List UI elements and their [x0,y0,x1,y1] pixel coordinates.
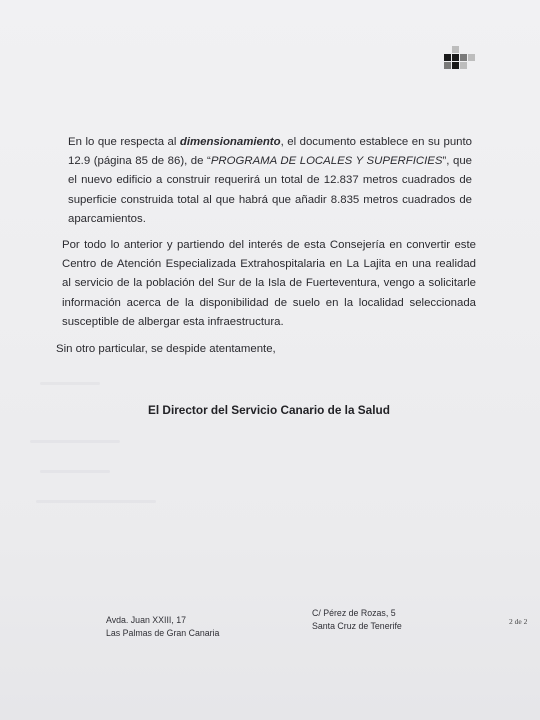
paragraph-dimensioning [68,133,472,229]
p1-run-emphasis: dimensionamiento [179,136,281,148]
footer-address-line: C/ Pérez de Rozas, 5 [312,608,396,618]
footer-address-line: Las Palmas de Gran Canaria [106,628,220,638]
institution-logo-icon [444,46,484,68]
p1-run: , el documento establece en su punto 12.9 (página 85 de 86), de “ [68,136,472,168]
footer-address-line: Santa Cruz de Tenerife [312,621,402,631]
footer-address-line: Avda. Juan XXIII, 17 [106,615,187,625]
footer-address-right [312,607,402,633]
paragraph-closing: Sin otro particular, se despide atentamente, [56,343,276,355]
p1-run: ”, que el nuevo edificio a construir requerirá un total de 12.837 metros cuadrados de superficie construida total al que habrá que añadir 8.835 metros cuadrados de aparcamientos. [68,155,472,225]
page-number: 2 de 2 [509,617,528,626]
p1-run: En lo que respecta al [68,136,180,148]
p1-run-italic: PROGRAMA DE LOCALES Y SUPERFICIES [210,155,443,168]
footer-address-left [106,614,219,640]
paragraph-request: Por todo lo anterior y partiendo del interés de esta Consejería en convertir este Centro de Atención Especializada Extrahospitalaria en La Lajita en una realidad al servicio de la población del Sur de la Isla de Fuerteventura, vengo a solicitarle información acerca de la disponibilidad de suelo en la localidad seleccionada susceptible de albergar esta infraestructura. [62,239,476,328]
signature-title: El Director del Servicio Canario de la Salud [148,403,390,417]
